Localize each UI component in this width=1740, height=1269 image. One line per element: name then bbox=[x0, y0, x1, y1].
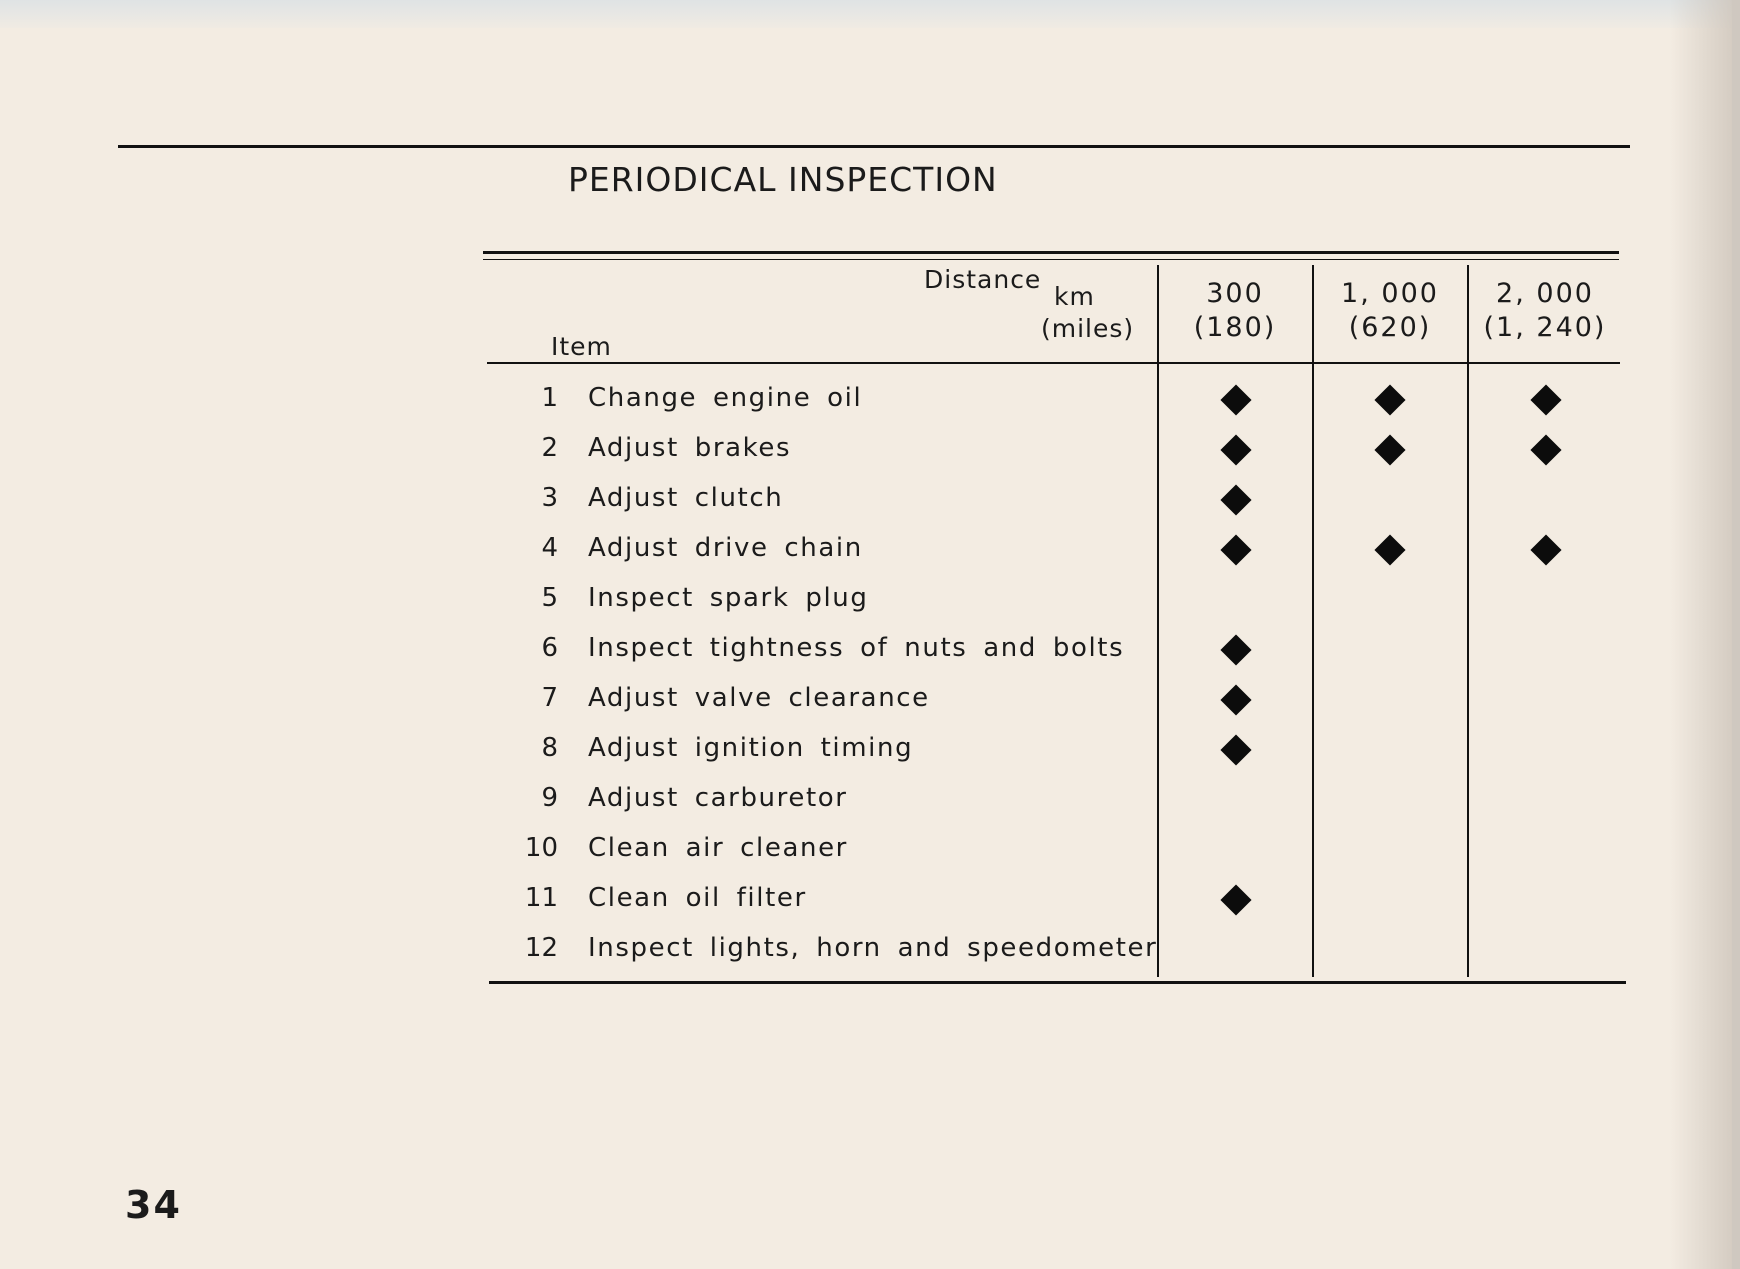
diamond-check-icon bbox=[1220, 884, 1251, 915]
diamond-check-icon bbox=[1220, 384, 1251, 415]
table-top-rule-thin bbox=[483, 259, 1619, 260]
diamond-check-icon bbox=[1374, 434, 1405, 465]
km-unit-header: km bbox=[1054, 282, 1095, 311]
table-bottom-rule bbox=[489, 981, 1626, 984]
interval-column-header bbox=[1157, 277, 1313, 345]
table-top-rule bbox=[483, 251, 1619, 254]
item-number: 1 bbox=[541, 383, 558, 413]
table-row bbox=[500, 527, 1620, 577]
diamond-check-icon bbox=[1220, 684, 1251, 715]
header-divider bbox=[487, 362, 1620, 364]
table-row bbox=[500, 577, 1620, 627]
item-label: Adjust carburetor bbox=[588, 783, 848, 813]
item-label: Inspect tightness of nuts and bolts bbox=[588, 633, 1125, 663]
miles-unit-header: (miles) bbox=[1041, 314, 1135, 343]
interval-column-header bbox=[1467, 277, 1623, 345]
item-number: 10 bbox=[524, 833, 558, 863]
diamond-check-icon bbox=[1220, 634, 1251, 665]
item-label: Change engine oil bbox=[588, 383, 863, 413]
table-row bbox=[500, 377, 1620, 427]
page-title: PERIODICAL INSPECTION bbox=[568, 160, 998, 199]
item-label: Inspect lights, horn and speedometer bbox=[588, 933, 1158, 963]
item-number: 2 bbox=[541, 433, 558, 463]
page-number: 34 bbox=[125, 1183, 182, 1227]
table-row bbox=[500, 877, 1620, 927]
item-number: 7 bbox=[541, 683, 558, 713]
diamond-check-icon bbox=[1530, 384, 1561, 415]
table-row bbox=[500, 627, 1620, 677]
interval-miles: (620) bbox=[1348, 312, 1432, 343]
distance-header: Distance bbox=[924, 265, 1042, 294]
item-number: 3 bbox=[541, 483, 558, 513]
diamond-check-icon bbox=[1220, 484, 1251, 515]
item-label: Clean air cleaner bbox=[588, 833, 848, 863]
table-row bbox=[500, 427, 1620, 477]
interval-column-header bbox=[1312, 277, 1468, 345]
table-row bbox=[500, 777, 1620, 827]
table-row bbox=[500, 927, 1620, 977]
item-number: 11 bbox=[524, 883, 558, 913]
item-label: Clean oil filter bbox=[588, 883, 807, 913]
top-rule bbox=[118, 145, 1630, 148]
table-row bbox=[500, 727, 1620, 777]
diamond-check-icon bbox=[1530, 434, 1561, 465]
item-number: 8 bbox=[541, 733, 558, 763]
item-number: 4 bbox=[541, 533, 558, 563]
item-header: Item bbox=[551, 332, 612, 361]
item-label: Inspect spark plug bbox=[588, 583, 869, 613]
diamond-check-icon bbox=[1220, 534, 1251, 565]
item-number: 6 bbox=[541, 633, 558, 663]
item-label: Adjust clutch bbox=[588, 483, 784, 513]
diamond-check-icon bbox=[1220, 734, 1251, 765]
diamond-check-icon bbox=[1530, 534, 1561, 565]
interval-km: 1, 000 bbox=[1341, 278, 1439, 309]
item-label: Adjust valve clearance bbox=[588, 683, 930, 713]
page-edge bbox=[1732, 0, 1740, 1269]
item-number: 12 bbox=[524, 933, 558, 963]
item-number: 5 bbox=[541, 583, 558, 613]
diamond-check-icon bbox=[1374, 384, 1405, 415]
item-label: Adjust drive chain bbox=[588, 533, 863, 563]
table-row bbox=[500, 477, 1620, 527]
item-number: 9 bbox=[541, 783, 558, 813]
interval-miles: (1, 240) bbox=[1483, 312, 1607, 343]
item-label: Adjust ignition timing bbox=[588, 733, 914, 763]
page-top-shadow bbox=[0, 0, 1740, 28]
table-row bbox=[500, 827, 1620, 877]
diamond-check-icon bbox=[1220, 434, 1251, 465]
diamond-check-icon bbox=[1374, 534, 1405, 565]
table-row bbox=[500, 677, 1620, 727]
interval-miles: (180) bbox=[1193, 312, 1277, 343]
item-label: Adjust brakes bbox=[588, 433, 792, 463]
page-gutter-shadow bbox=[1670, 0, 1740, 1269]
interval-km: 2, 000 bbox=[1496, 278, 1594, 309]
interval-km: 300 bbox=[1206, 278, 1264, 309]
